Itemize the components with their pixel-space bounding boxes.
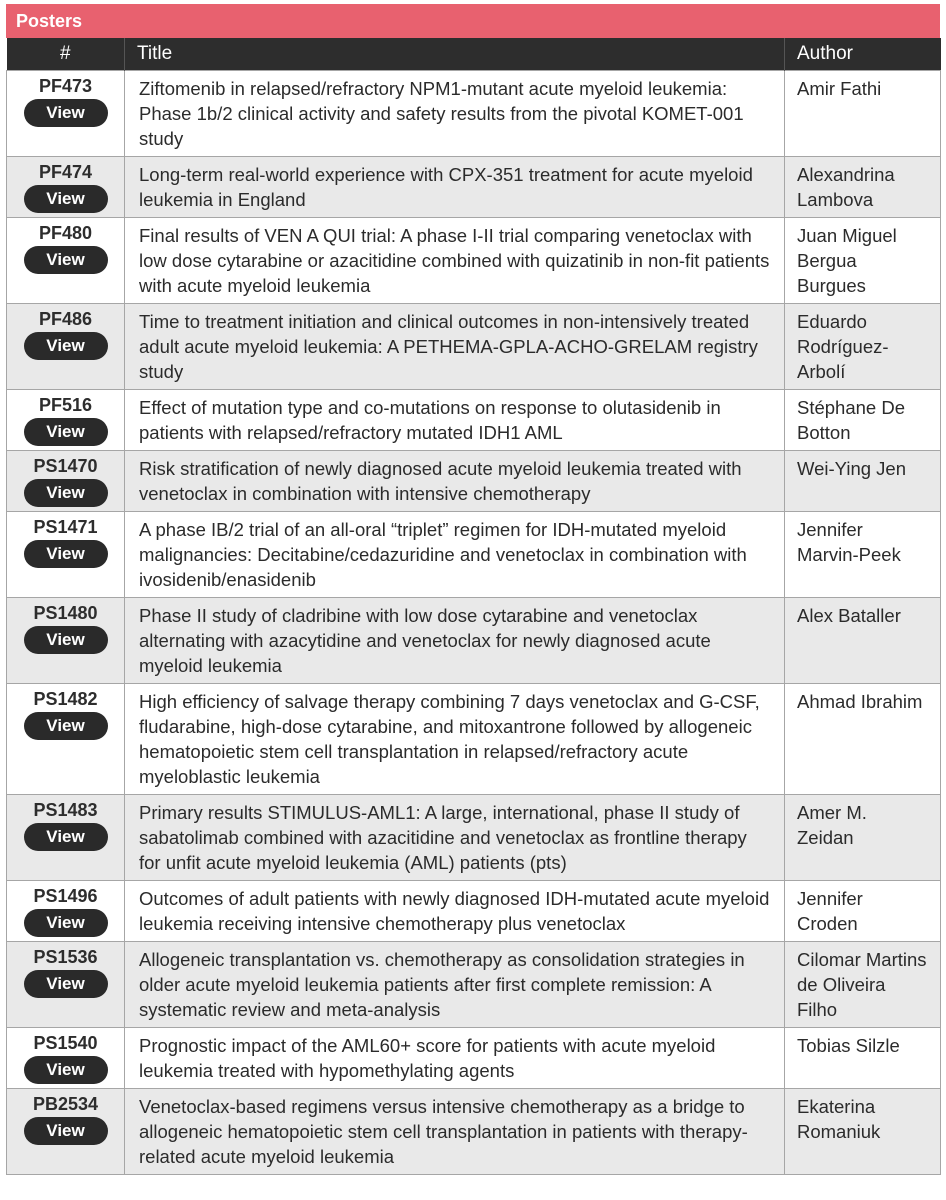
- table-row: [7, 1088, 941, 1174]
- view-button[interactable]: View: [24, 418, 108, 446]
- poster-author: Stéphane De Botton: [785, 389, 941, 450]
- poster-code: PS1540: [33, 1032, 98, 1053]
- poster-number-cell: [7, 683, 125, 794]
- poster-author: Jennifer Marvin-Peek: [785, 511, 941, 597]
- view-button[interactable]: View: [24, 246, 108, 274]
- poster-number-cell: [7, 794, 125, 880]
- poster-code: PS1482: [33, 688, 98, 709]
- poster-number-cell: [7, 511, 125, 597]
- poster-code: PS1470: [33, 455, 98, 476]
- table-row: [7, 597, 941, 683]
- poster-number-cell: [7, 941, 125, 1027]
- poster-title: Ziftomenib in relapsed/refractory NPM1-mutant acute myeloid leukemia: Phase 1b/2 clinical activity and safety results from the pivotal KOMET-001 study: [125, 70, 785, 156]
- poster-number-cell: [7, 880, 125, 941]
- poster-code: PS1536: [33, 946, 98, 967]
- section-title: Posters: [6, 4, 940, 38]
- table-row: [7, 941, 941, 1027]
- poster-author: Eduardo Rodríguez-Arbolí: [785, 303, 941, 389]
- poster-title: Outcomes of adult patients with newly diagnosed IDH-mutated acute myeloid leukemia receiving intensive chemotherapy plus venetoclax: [125, 880, 785, 941]
- poster-code: PS1483: [33, 799, 98, 820]
- poster-author: Cilomar Martins de Oliveira Filho: [785, 941, 941, 1027]
- view-button[interactable]: View: [24, 185, 108, 213]
- poster-number-cell: [7, 597, 125, 683]
- view-button[interactable]: View: [24, 823, 108, 851]
- poster-author: Jennifer Croden: [785, 880, 941, 941]
- poster-title: A phase IB/2 trial of an all-oral “triplet” regimen for IDH-mutated myeloid malignancies: Decitabine/cedazuridine and venetoclax in combination with ivosidenib/enasidenib: [125, 511, 785, 597]
- poster-code: PF486: [38, 308, 93, 329]
- poster-title: Long-term real-world experience with CPX-351 treatment for acute myeloid leukemia in England: [125, 156, 785, 217]
- column-header-title: Title: [125, 38, 785, 70]
- poster-code: PF473: [38, 75, 93, 96]
- poster-title: Risk stratification of newly diagnosed acute myeloid leukemia treated with venetoclax in combination with intensive chemotherapy: [125, 450, 785, 511]
- table-row: [7, 450, 941, 511]
- view-button[interactable]: View: [24, 970, 108, 998]
- poster-author: Wei-Ying Jen: [785, 450, 941, 511]
- table-row: [7, 880, 941, 941]
- table-row: [7, 389, 941, 450]
- table-header-row: [7, 38, 941, 70]
- view-button[interactable]: View: [24, 909, 108, 937]
- poster-title: Time to treatment initiation and clinical outcomes in non-intensively treated adult acute myeloid leukemia: A PETHEMA-GPLA-ACHO-GRELAM registry study: [125, 303, 785, 389]
- poster-number-cell: [7, 70, 125, 156]
- poster-author: Amer M. Zeidan: [785, 794, 941, 880]
- posters-section: [6, 4, 940, 1175]
- poster-title: Venetoclax-based regimens versus intensive chemotherapy as a bridge to allogeneic hematopoietic stem cell transplantation in patients with therapy-related acute myeloid leukemia: [125, 1088, 785, 1174]
- poster-number-cell: [7, 156, 125, 217]
- poster-author: Tobias Silzle: [785, 1027, 941, 1088]
- poster-title: Phase II study of cladribine with low dose cytarabine and venetoclax alternating with azacytidine and venetoclax for newly diagnosed acute myeloid leukemia: [125, 597, 785, 683]
- poster-title: High efficiency of salvage therapy combining 7 days venetoclax and G-CSF, fludarabine, high-dose cytarabine, and mitoxantrone followed by allogeneic hematopoietic stem cell transplantation in relapsed/refractory acute myeloblastic leukemia: [125, 683, 785, 794]
- poster-code: PS1471: [33, 516, 98, 537]
- table-row: [7, 70, 941, 156]
- poster-author: Alex Bataller: [785, 597, 941, 683]
- poster-title: Effect of mutation type and co-mutations on response to olutasidenib in patients with relapsed/refractory mutated IDH1 AML: [125, 389, 785, 450]
- poster-title: Allogeneic transplantation vs. chemotherapy as consolidation strategies in older acute myeloid leukemia patients after first complete remission: A systematic review and meta-analysis: [125, 941, 785, 1027]
- view-button[interactable]: View: [24, 712, 108, 740]
- poster-code: PS1480: [33, 602, 98, 623]
- poster-number-cell: [7, 217, 125, 303]
- view-button[interactable]: View: [24, 479, 108, 507]
- poster-code: PF516: [38, 394, 93, 415]
- view-button[interactable]: View: [24, 1056, 108, 1084]
- poster-author: Ahmad Ibrahim: [785, 683, 941, 794]
- view-button[interactable]: View: [24, 1117, 108, 1145]
- poster-number-cell: [7, 389, 125, 450]
- table-row: [7, 1027, 941, 1088]
- view-button[interactable]: View: [24, 332, 108, 360]
- poster-author: Amir Fathi: [785, 70, 941, 156]
- poster-title: Prognostic impact of the AML60+ score for patients with acute myeloid leukemia treated with hypomethylating agents: [125, 1027, 785, 1088]
- poster-number-cell: [7, 450, 125, 511]
- poster-author: Alexandrina Lambova: [785, 156, 941, 217]
- poster-author: Ekaterina Romaniuk: [785, 1088, 941, 1174]
- poster-code: PF474: [38, 161, 93, 182]
- poster-title: Final results of VEN A QUI trial: A phase I-II trial comparing venetoclax with low dose cytarabine or azacitidine combined with quizatinib in non-fit patients with acute myeloid leukemia: [125, 217, 785, 303]
- poster-number-cell: [7, 303, 125, 389]
- posters-table: [6, 38, 941, 1175]
- column-header-author: Author: [785, 38, 941, 70]
- poster-number-cell: [7, 1088, 125, 1174]
- table-row: [7, 683, 941, 794]
- poster-number-cell: [7, 1027, 125, 1088]
- table-row: [7, 303, 941, 389]
- view-button[interactable]: View: [24, 626, 108, 654]
- view-button[interactable]: View: [24, 99, 108, 127]
- table-row: [7, 217, 941, 303]
- poster-code: PB2534: [32, 1093, 99, 1114]
- poster-code: PS1496: [33, 885, 98, 906]
- column-header-number: #: [7, 38, 125, 70]
- table-row: [7, 156, 941, 217]
- table-row: [7, 511, 941, 597]
- poster-code: PF480: [38, 222, 93, 243]
- table-row: [7, 794, 941, 880]
- poster-author: Juan Miguel Bergua Burgues: [785, 217, 941, 303]
- poster-title: Primary results STIMULUS-AML1: A large, international, phase II study of sabatolimab combined with azacitidine and venetoclax as frontline therapy for unfit acute myeloid leukemia (AML) patients (pts): [125, 794, 785, 880]
- view-button[interactable]: View: [24, 540, 108, 568]
